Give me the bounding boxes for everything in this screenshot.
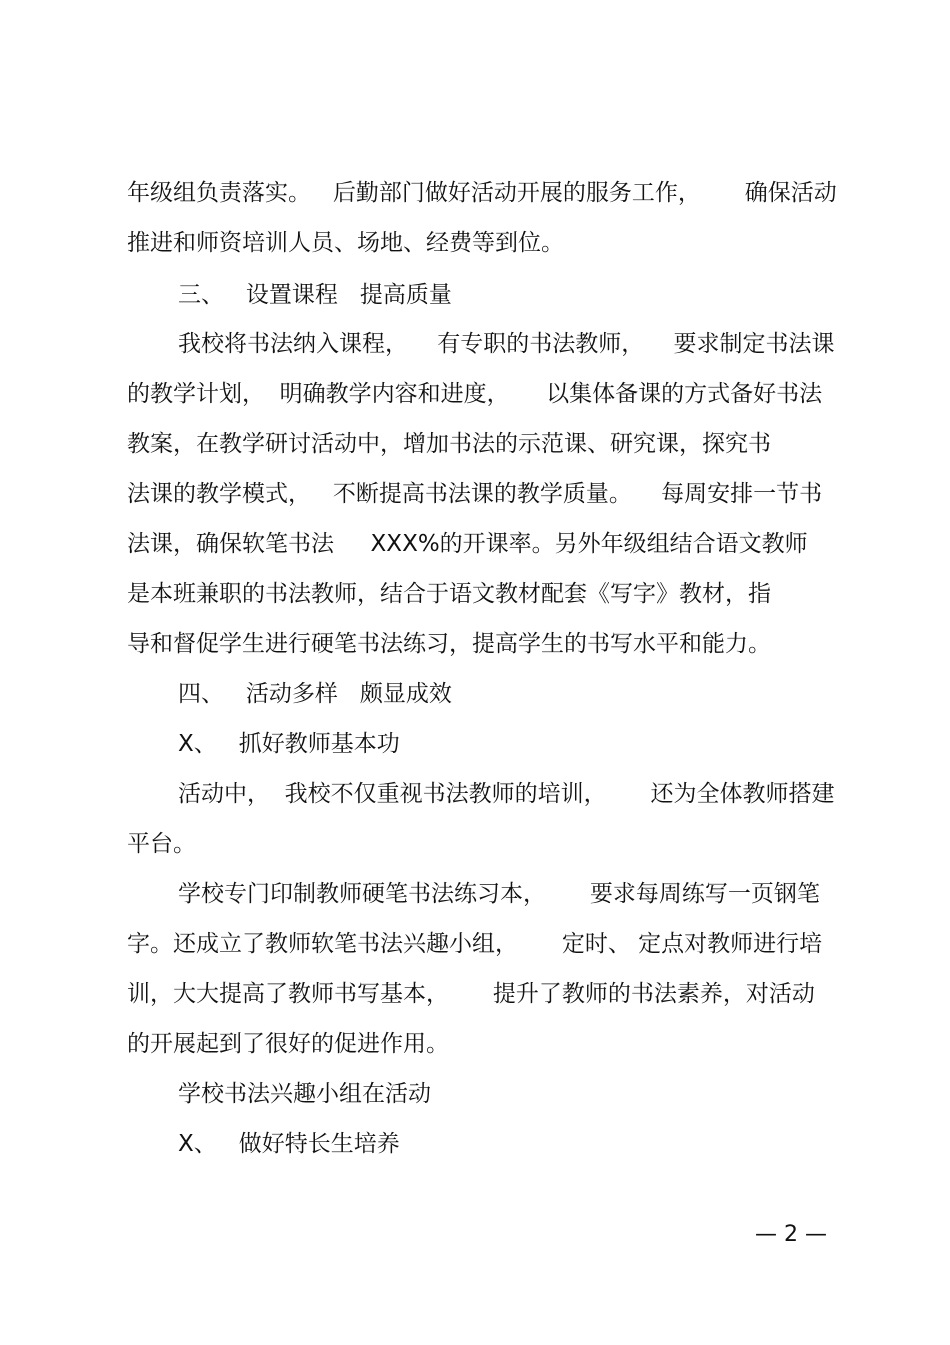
text-line: 是本班兼职的书法教师，结合于语文教材配套《写字》教材，指 — [127, 581, 771, 607]
text-line: 训，大大提高了教师书写基本， 提升了教师的书法素养，对活动 — [127, 981, 815, 1007]
text-line: 的开展起到了很好的促进作用。 — [127, 1031, 449, 1057]
subsection-heading: X、 抓好教师基本功 — [178, 731, 400, 757]
text-line: 年级组负责落实。 后勤部门做好活动开展的服务工作， 确保活动 — [127, 180, 837, 206]
text-line: 学校书法兴趣小组在活动 — [178, 1081, 431, 1107]
text-line: 导和督促学生进行硬笔书法练习，提高学生的书写水平和能力。 — [127, 631, 771, 657]
page-number: — 2 — — [755, 1222, 827, 1247]
text-line: 字。还成立了教师软笔书法兴趣小组， 定时、 定点对教师进行培 — [127, 931, 823, 957]
text-line: 推进和师资培训人员、场地、经费等到位。 — [127, 230, 564, 256]
text-line: 法课，确保软笔书法 XXX%的开课率。另外年级组结合语文教师 — [127, 531, 808, 557]
text-line: 的教学计划， 明确教学内容和进度， 以集体备课的方式备好书法 — [127, 381, 823, 407]
text-line: 平台。 — [127, 831, 196, 857]
text-line: 法课的教学模式， 不断提高书法课的教学质量。 每周安排一节书 — [127, 481, 823, 507]
section-heading: 四、 活动多样 颇显成效 — [178, 681, 452, 707]
subsection-heading: X、 做好特长生培养 — [178, 1131, 400, 1157]
text-line: 活动中， 我校不仅重视书法教师的培训， 还为全体教师搭建 — [178, 781, 835, 807]
text-line: 我校将书法纳入课程， 有专职的书法教师， 要求制定书法课 — [178, 331, 835, 357]
text-line: 学校专门印制教师硬笔书法练习本， 要求每周练写一页钢笔 — [178, 881, 820, 907]
section-heading: 三、 设置课程 提高质量 — [178, 282, 452, 308]
text-line: 教案，在教学研讨活动中，增加书法的示范课、研究课，探究书 — [127, 431, 771, 457]
